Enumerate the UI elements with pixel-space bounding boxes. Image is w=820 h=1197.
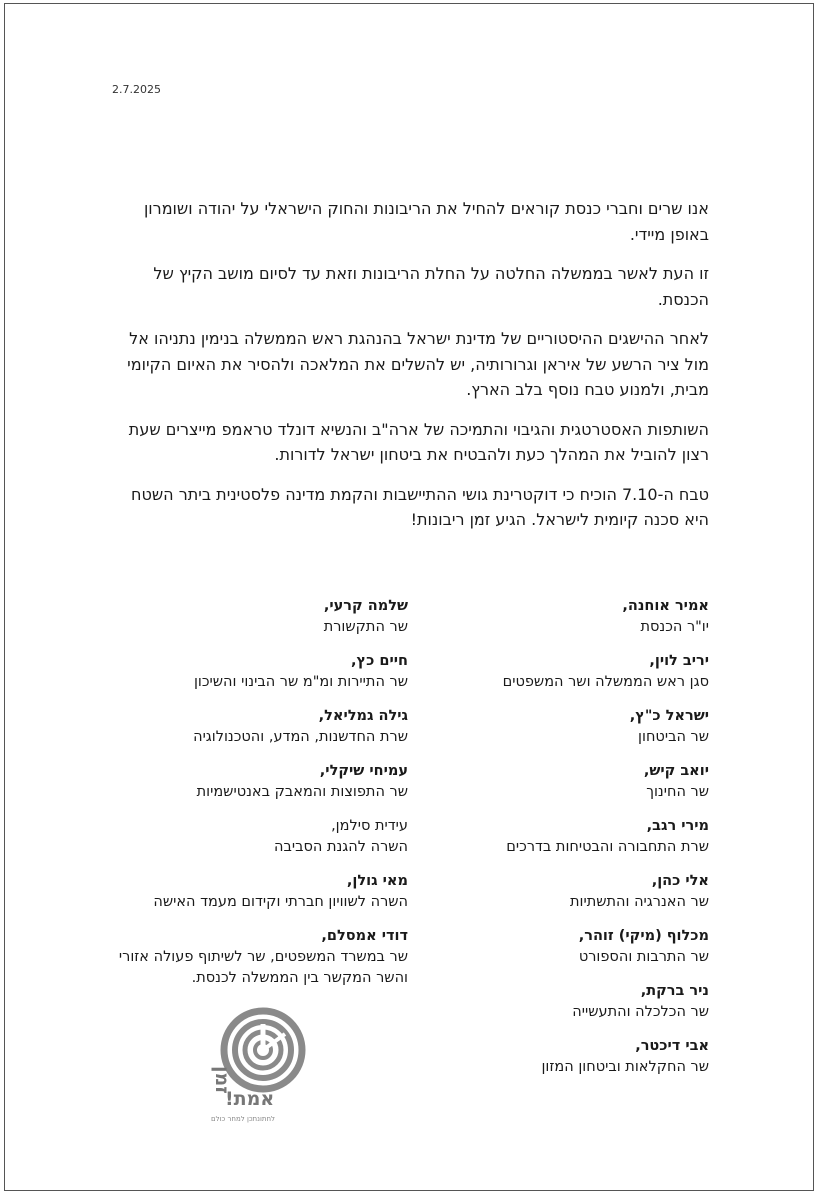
signatory-name: עמיחי שיקלי, <box>319 763 408 779</box>
signatory <box>108 871 408 926</box>
signatory-title: שר החינוך <box>646 784 709 800</box>
signatory-title: שר התרבות והספורט <box>578 949 709 965</box>
signatory-title: שר החקלאות וביטחון המזון <box>541 1059 709 1075</box>
watermark-logo <box>207 1004 319 1126</box>
signatory <box>409 871 709 926</box>
signatory-title: שרת החדשנות, המדע, והטכנולוגיה <box>193 729 408 745</box>
signatory <box>108 761 408 816</box>
signatories-left-column <box>108 596 408 986</box>
signatory-title: שר במשרד המשפטים, שר לשיתוף פעולה אזורי והשר המקשר בין הממשלה לכנסת. <box>118 949 408 986</box>
paragraph-3: לאחר ההישגים ההיסטוריים של מדינת ישראל בהנהגת ראש הממשלה בנימין נתניהו אל מול ציר הרשע של איראן וגרורותיה, יש להשלים את המלאכה ולהסיר את האיום הקיומי מבית, ולמנוע טבח נוסף בלב הארץ. <box>127 329 709 399</box>
signatory-name: אבי דיכטר, <box>635 1038 709 1054</box>
letter-date: 2.7.2025 <box>112 83 161 96</box>
signatory-name: מכלוף (מיקי) זוהר, <box>578 928 709 944</box>
paragraph-5: טבח ה‑7.10 הוכיח כי דוקטרינת גושי ההתיישבות והקמת מדינה פלסטינית ביתר השטח היא סכנה קיומית לישראל. הגיע זמן ריבונות! <box>131 484 709 529</box>
signatory <box>409 596 709 651</box>
signatory-name: מירי רגב, <box>646 818 709 834</box>
signatory <box>409 981 709 1036</box>
signatories-right-column <box>409 596 709 1091</box>
watermark-word-1: זמן <box>211 1066 233 1094</box>
signatory-name: אלי כהן, <box>651 873 709 889</box>
signatory-title: שר התפוצות והמאבק באנטישמיות <box>196 784 408 800</box>
paragraph-1: אנו שרים וחברי כנסת קוראים להחיל את הריבונות והחוק הישראלי על יהודה ושומרון באופן מיידי. <box>143 199 709 244</box>
signatory <box>409 926 709 981</box>
signatory-title: השרה להגנת הסביבה <box>273 839 408 855</box>
signatory <box>108 651 408 706</box>
letter-body <box>108 196 709 547</box>
signatory-name: אמיר אוחנה, <box>622 598 709 614</box>
signatory <box>409 761 709 816</box>
signatory <box>409 1036 709 1091</box>
paragraph-4: השותפות האסטרטגית והגיבוי והתמיכה של ארה"ב והנשיא דונלד טראמפ מייצרים שעת רצון להוביל את המהלך כעת ולהבטיח את ביטחון ישראל לדורות. <box>128 419 709 464</box>
signatory-title: שרת התחבורה והבטיחות בדרכים <box>506 839 709 855</box>
watermark-word-2: אמת! <box>225 1088 275 1110</box>
signatory-title: שר התקשורת <box>323 619 408 635</box>
signatory-name: ישראל כ"ץ, <box>629 708 709 724</box>
signatory <box>409 651 709 706</box>
signatory-name: מאי גולן, <box>346 873 408 889</box>
signatory-title: שר הכלכלה והתעשייה <box>572 1004 709 1020</box>
paragraph-2: זו העת לאשר בממשלה החלטה על החלת הריבונות וזאת עד לסיום מושב הקיץ של הכנסת. <box>153 264 709 309</box>
signatory <box>409 706 709 761</box>
signatory <box>108 706 408 761</box>
signatory <box>108 926 408 986</box>
signatory-name: גילה גמליאל, <box>318 708 408 724</box>
signatory-name: יריב לוין, <box>649 653 709 669</box>
signatory-name: שלמה קרעי, <box>323 598 408 614</box>
signatory-title: השרה לשוויון חברתי וקידום מעמד האישה <box>153 894 408 910</box>
signatory-name: חיים כץ, <box>351 653 408 669</box>
signatory <box>108 596 408 651</box>
signatory-name: יואב קיש, <box>643 763 709 779</box>
signatory-name: ניר ברקת, <box>640 983 709 999</box>
signatory-title: שר הביטחון <box>638 729 709 745</box>
signatory-title: סגן ראש הממשלה ושר המשפטים <box>502 674 709 690</box>
signatory <box>409 816 709 871</box>
signatory-name: עידית סילמן, <box>331 818 408 834</box>
signatory-title: שר התיירות ומ"מ שר הבינוי והשיכון <box>193 674 408 690</box>
signatory-title: יו"ר הכנסת <box>640 619 709 635</box>
signatory-title: שר האנרגיה והתשתיות <box>569 894 709 910</box>
signatory-name: דודי אמסלם, <box>321 928 408 944</box>
signatory <box>108 816 408 871</box>
watermark-tagline: לחתונתכן למחר כולם <box>211 1115 276 1123</box>
